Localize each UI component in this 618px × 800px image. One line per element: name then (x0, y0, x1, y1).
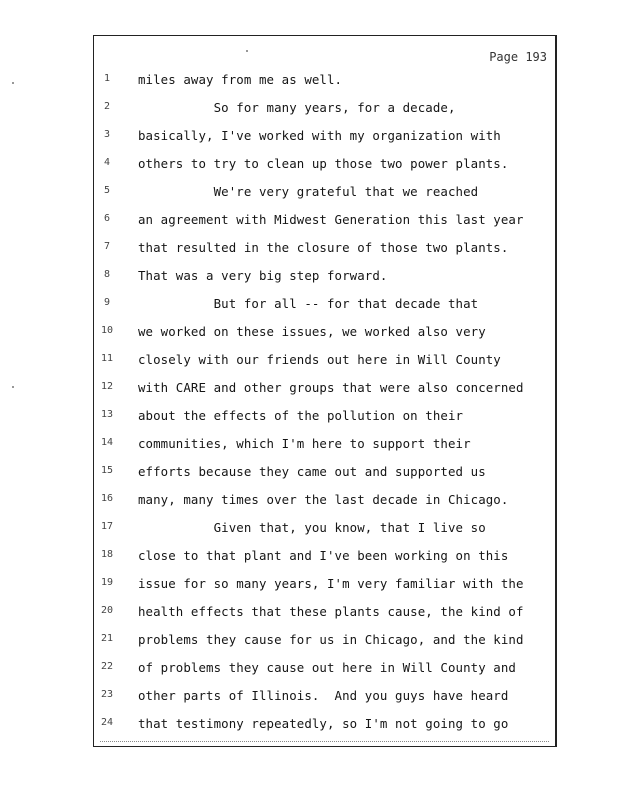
line-number: 16 (100, 493, 114, 504)
transcript-line: many, many times over the last decade in Chicago. (138, 492, 509, 507)
transcript-line: we worked on these issues, we worked also very (138, 324, 486, 339)
scan-speck (12, 386, 14, 388)
transcript-line: other parts of Illinois. And you guys have heard (138, 688, 509, 703)
transcript-line: problems they cause for us in Chicago, and the kind (138, 632, 524, 647)
line-number: 12 (100, 381, 114, 392)
line-number: 18 (100, 549, 114, 560)
line-number: 24 (100, 717, 114, 728)
line-number: 11 (100, 353, 114, 364)
transcript-line: close to that plant and I've been working on this (138, 548, 509, 563)
transcript-line: that resulted in the closure of those two plants. (138, 240, 509, 255)
line-number: 7 (103, 241, 111, 252)
transcript-line: about the effects of the pollution on their (138, 408, 464, 423)
line-number: 5 (103, 185, 111, 196)
transcript-line: That was a very big step forward. (138, 268, 388, 283)
transcript-page (93, 35, 557, 747)
transcript-line: miles away from me as well. (138, 72, 343, 87)
line-number: 6 (103, 213, 111, 224)
line-number: 4 (103, 157, 111, 168)
transcript-line: an agreement with Midwest Generation this last year (138, 212, 524, 227)
transcript-line: Given that, you know, that I live so (138, 520, 486, 535)
transcript-line: So for many years, for a decade, (138, 100, 456, 115)
line-number: 8 (103, 269, 111, 280)
line-number: 9 (103, 297, 111, 308)
transcript-line: basically, I've worked with my organization with (138, 128, 501, 143)
line-number: 3 (103, 129, 111, 140)
transcript-line: health effects that these plants cause, the kind of (138, 604, 524, 619)
line-number: 23 (100, 689, 114, 700)
line-number: 21 (100, 633, 114, 644)
transcript-line: others to try to clean up those two power plants. (138, 156, 509, 171)
line-number: 13 (100, 409, 114, 420)
transcript-line: But for all -- for that decade that (138, 296, 479, 311)
transcript-line: communities, which I'm here to support their (138, 436, 471, 451)
line-number: 19 (100, 577, 114, 588)
transcript-line: issue for so many years, I'm very familiar with the (138, 576, 524, 591)
scan-speck (246, 50, 248, 52)
transcript-line: of problems they cause out here in Will County and (138, 660, 516, 675)
line-number: 22 (100, 661, 114, 672)
line-number: 1 (103, 73, 111, 84)
line-number: 10 (100, 325, 114, 336)
line-number: 2 (103, 101, 111, 112)
line-number: 17 (100, 521, 114, 532)
transcript-line: that testimony repeatedly, so I'm not going to go (138, 716, 509, 731)
transcript-line: We're very grateful that we reached (138, 184, 479, 199)
scan-speck (12, 82, 14, 84)
transcript-line: with CARE and other groups that were also concerned (138, 380, 524, 395)
bottom-rule (100, 740, 549, 742)
page-number: Page 193 (489, 50, 547, 64)
transcript-line: closely with our friends out here in Will County (138, 352, 501, 367)
line-number: 14 (100, 437, 114, 448)
line-number: 20 (100, 605, 114, 616)
line-number: 15 (100, 465, 114, 476)
transcript-line: efforts because they came out and supported us (138, 464, 486, 479)
